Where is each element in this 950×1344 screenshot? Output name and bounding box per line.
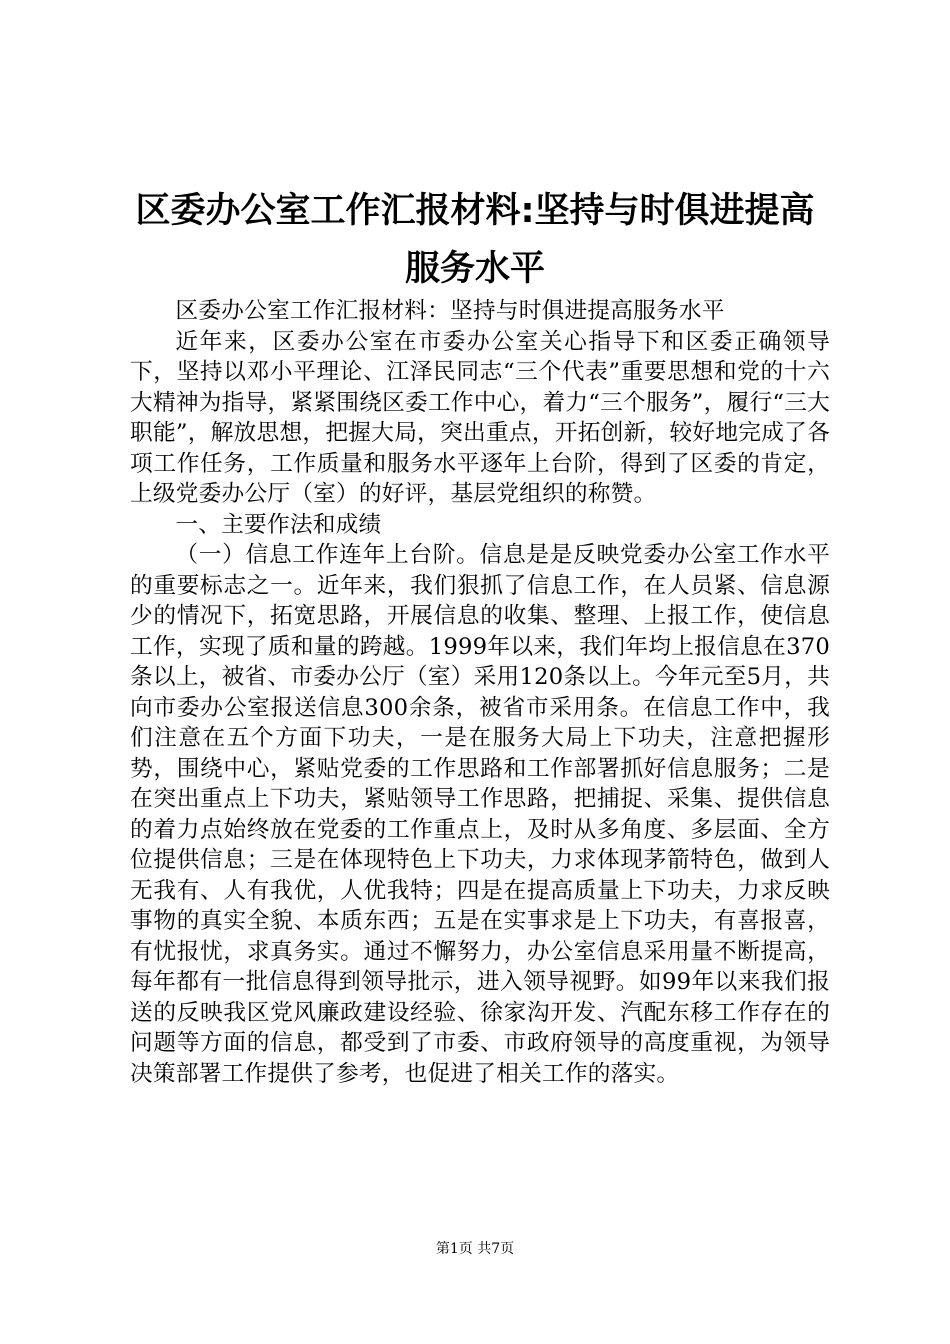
intro-paragraph: 近年来，区委办公室在市委办公室关心指导下和区委正确领导下，坚持以邓小平理论、江泽民同志“三个代表”重要思想和党的十六大精神为指导，紧紧围绕区委工作中心，着力“三个服务”，履行“三大职能”，解放思想，把握大局，突出重点，开拓创新，较好地完成了各项工作任务，工作质量和服务水平逐年上台阶，得到了区委的肯定，上级党委办公厅（室）的好评，基层党组织的称赞。 (130, 328, 830, 507)
document-body (130, 296, 830, 1089)
document-title: 区委办公室工作汇报材料:坚持与时俱进提高服务水平 (135, 191, 815, 289)
section-heading: 一、主要作法和成绩 (175, 511, 382, 538)
information-work-paragraph: （一）信息工作连年上台阶。信息是是反映党委办公室工作水平的重要标志之一。近年来，我们狠抓了信息工作，在人员紧、信息源少的情况下，拓宽思路，开展信息的收集、整理、上报工作，使信息工作，实现了质和量的跨越。1999年以来，我们年均上报信息在370条以上，被省、市委办公厅（室）采用120条以上。今年元至5月，共向市委办公室报送信息300余条，被省市采用条。在信息工作中，我们注意在五个方面下功夫，一是在服务大局上下功夫，注意把握形势，围绕中心，紧贴党委的工作思路和工作部署抓好信息服务；二是在突出重点上下功夫，紧贴领导工作思路，把捕捉、采集、提供信息的着力点始终放在党委的工作重点上，及时从多角度、多层面、全方位提供信息；三是在体现特色上下功夫，力求体现茅箭特色，做到人无我有、人有我优，人优我特；四是在提高质量上下功夫，力求反映事物的真实全貌、本质东西；五是在实事求是上下功夫，有喜报喜，有忧报忧，求真务实。通过不懈努力，办公室信息采用量不断提高，每年都有一批信息得到领导批示，进入领导视野。如99年以来我们报送的反映我区党风廉政建设经验、徐家沟开发、汽配东移工作存在的问题等方面的信息，都受到了市委、市政府领导的高度重视，为领导决策部署工作提供了参考，也促进了相关工作的落实。 (130, 542, 830, 1087)
subtitle-paragraph: 区委办公室工作汇报材料：坚持与时俱进提高服务水平 (175, 298, 725, 324)
page-number-footer: 第1页 共7页 (435, 1241, 515, 1257)
